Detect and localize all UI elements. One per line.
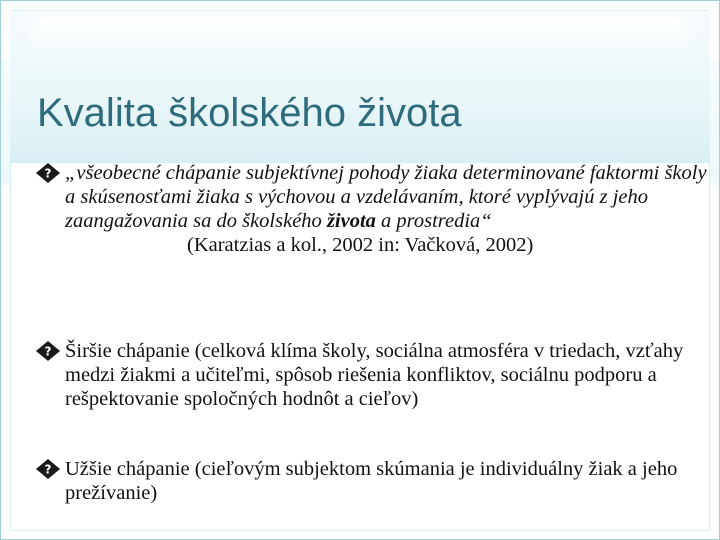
svg-text:?: ? xyxy=(44,344,52,359)
svg-text:?: ? xyxy=(44,462,52,477)
bullet-item-broad-understanding xyxy=(35,339,715,411)
bullet-text: Širšie chápanie (celková klíma školy, sociálna atmosféra v triedach, vzťahy medzi žiakmi a učiteľmi, spôsob riešenia konfliktov, sociálnu podporu a rešpektovanie spoločných hodnôt a cieľov) xyxy=(65,340,684,410)
missing-glyph-bullet-icon xyxy=(35,162,61,184)
bullet-item-narrow-understanding xyxy=(35,457,715,505)
definition-quote-bold: života xyxy=(326,210,376,232)
slide-title: Kvalita školského života xyxy=(37,91,462,135)
missing-glyph-bullet-icon xyxy=(35,340,61,362)
title-band-sheen xyxy=(30,17,690,57)
missing-glyph-bullet-icon xyxy=(35,458,61,480)
title-band xyxy=(10,11,710,163)
bullet-item-definition xyxy=(35,161,715,257)
definition-quote: „všeobecné chápanie subjektívnej pohody žiaka determinované faktormi školy a skúsenosťami žiaka s výchovou a vzdelávaním, ktoré vyplývajú z jeho zaangažovania sa do školského života a prostredia“ xyxy=(65,162,707,232)
bullet-text: Užšie chápanie (cieľovým subjektom skúmania je individuálny žiak a jeho prežívanie) xyxy=(65,458,678,504)
definition-citation: (Karatzias a kol., 2002 in: Vačková, 2002) xyxy=(187,234,534,256)
svg-text:?: ? xyxy=(44,166,52,181)
